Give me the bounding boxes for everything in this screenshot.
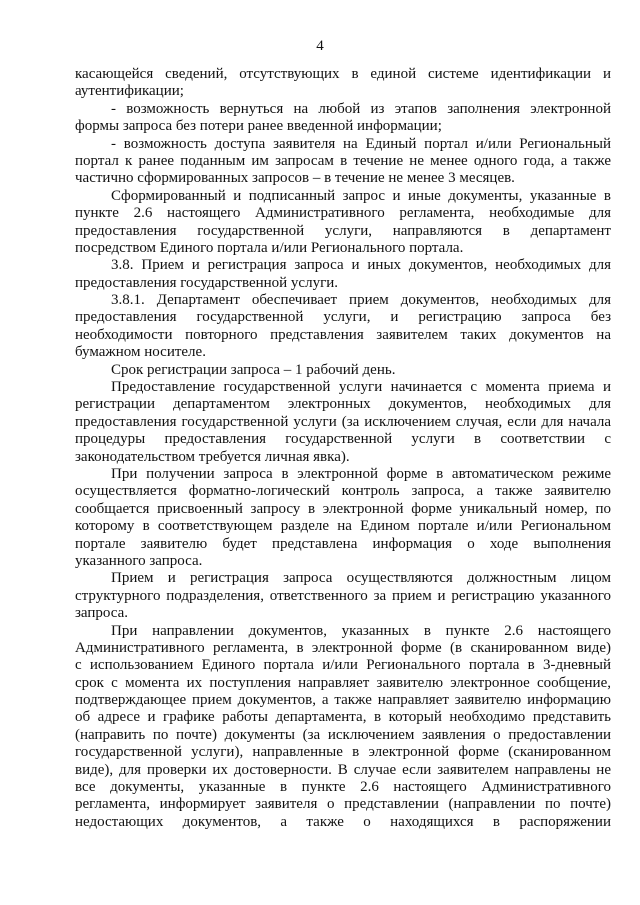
text-line: государственной услуги), направленные в электронной форме (сканированном — [75, 744, 611, 761]
text-line: касающейся сведений, отсутствующих в единой системе идентификации и — [75, 66, 611, 82]
text-line: формы запроса без потери ранее введенной информации; — [75, 118, 442, 135]
document-body — [75, 66, 611, 831]
text-line: процедуры предоставления государственной услуги в соответствии с — [75, 431, 611, 448]
text-line: Административного регламента, в электронной форме (в сканированном виде) — [75, 639, 611, 656]
paragraph — [75, 188, 611, 258]
text-line: указанного запроса. — [75, 552, 203, 569]
paragraph — [75, 136, 611, 188]
text-line: виде), для проверки их достоверности. В случае если заявителем направлены не — [75, 761, 611, 778]
text-line: Сформированный и подписанный запрос и иные документы, указанные в — [111, 187, 611, 204]
text-line: все документы, указанные в пункте 2.6 настоящего Административного — [75, 779, 611, 796]
text-line: предоставления государственной услуги (за исключением случая, если для начала — [75, 413, 611, 430]
text-line: законодательством требуется личная явка). — [75, 448, 350, 465]
text-line: Срок регистрации запроса – 1 рабочий день. — [111, 361, 396, 378]
paragraph — [75, 362, 611, 379]
text-line: аутентификации; — [75, 83, 184, 100]
text-line: предоставления государственной услуги, направляются в департамент — [75, 222, 611, 239]
text-line: частично сформированных запросов – в течение не менее 3 месяцев. — [75, 170, 515, 187]
paragraph — [75, 292, 611, 362]
text-line: предоставления государственной услуги. — [75, 274, 339, 291]
text-line: срок с момента их поступления направляет заявителю электронное сообщение, — [75, 674, 611, 691]
text-line: портале заявителю будет представлена информация о ходе выполнения — [75, 535, 611, 552]
text-line: об адресе и графике работы департамента, в который необходимо представить — [75, 709, 611, 726]
text-line: - возможность доступа заявителя на Единый портал и/или Региональный — [111, 135, 611, 152]
paragraph — [75, 379, 611, 466]
paragraph — [75, 101, 611, 136]
text-line: запроса. — [75, 605, 129, 622]
text-line: - возможность вернуться на любой из этапов заполнения электронной — [111, 100, 611, 117]
text-line: с использованием Единого портала и/или Регионального портала в 3-дневный — [75, 657, 611, 674]
text-line: структурного подразделения, ответственного за прием и регистрацию указанного — [75, 587, 611, 604]
paragraph — [75, 466, 611, 570]
paragraph — [75, 66, 611, 101]
text-line: сообщается присвоенный запросу в электронной форме уникальный номер, по — [75, 500, 611, 517]
text-line: регламента, информирует заявителя о представлении (направлении по почте) — [75, 796, 611, 813]
text-line: Прием и регистрация запроса осуществляются должностным лицом — [111, 570, 611, 587]
paragraph — [75, 257, 611, 292]
paragraph — [75, 570, 611, 622]
text-line: (направить по почте) документы (за исключением заявления о предоставлении — [75, 726, 611, 743]
text-line: 3.8. Прием и регистрация запроса и иных документов, необходимых для — [111, 257, 611, 274]
text-line: осуществляется форматно-логический контроль запроса, а также заявителю — [75, 483, 611, 500]
text-line: бумажном носителе. — [75, 344, 206, 361]
text-line: подтверждающее прием документов, а также направляет заявителю информацию — [75, 692, 611, 709]
text-line: которому в соответствующем разделе на Едином портале и/или Региональном — [75, 518, 611, 535]
text-line: портал к ранее поданным им запросам в течение не менее одного года, а также — [75, 152, 611, 169]
text-line: При получении запроса в электронной форме в автоматическом режиме — [111, 465, 611, 482]
text-line: необходимости повторного представления заявителем таких документов на — [75, 326, 611, 343]
text-line: 3.8.1. Департамент обеспечивает прием документов, необходимых для — [111, 292, 611, 309]
text-line: Предоставление государственной услуги начинается с момента приема и — [111, 379, 611, 396]
text-line: недостающих документов, а также о находящихся в распоряжении — [75, 813, 611, 830]
text-line: регистрации департаментом электронных документов, необходимых для — [75, 396, 611, 413]
text-line: посредством Единого портала и/или Регионального портала. — [75, 239, 464, 256]
text-line: предоставления государственной услуги, и регистрацию запроса без — [75, 309, 611, 326]
paragraph — [75, 623, 611, 832]
page-number: 4 — [316, 38, 324, 54]
text-line: При направлении документов, указанных в пункте 2.6 настоящего — [111, 622, 611, 639]
text-line: пункте 2.6 настоящего Административного регламента, необходимые для — [75, 205, 611, 222]
